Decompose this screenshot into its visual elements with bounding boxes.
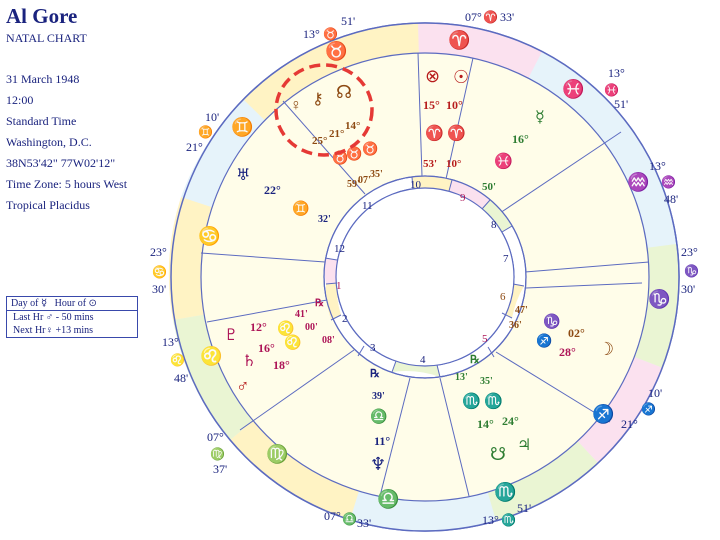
chiron-icon: ⚷ — [312, 91, 324, 108]
birth-date: 31 March 1948 — [6, 72, 80, 86]
cusp-12-minute: 10' — [205, 110, 220, 124]
last-hour-row: Last Hr ♂ - 50 mins — [13, 312, 94, 323]
retro-neptune-icon: ℞ — [370, 368, 380, 380]
house-number-6: 6 — [500, 291, 506, 303]
asc-minute: 36' — [509, 320, 522, 331]
cusp-3-minute: 37' — [213, 462, 228, 476]
aries-glyph-moon: ♈ — [425, 126, 444, 142]
pisces-icon: ♓ — [562, 79, 585, 99]
cusp-10-minute: 33' — [500, 10, 515, 24]
jupiter-icon: ♃ — [517, 437, 532, 454]
gemini-icon: ♊ — [231, 117, 254, 137]
venus-icon: ♀ — [290, 97, 302, 114]
venus-degree: 25° — [312, 135, 328, 147]
house-number-10: 10 — [410, 179, 421, 191]
time-standard: Standard Time — [6, 114, 77, 128]
house-number-11: 11 — [362, 200, 373, 212]
house-number-5: 5 — [482, 333, 488, 345]
uranus-icon: ♅ — [236, 167, 251, 184]
cusp-11-minute: 51' — [341, 14, 356, 28]
house-number-4: 4 — [420, 354, 426, 366]
birth-time: 12:00 — [6, 93, 34, 107]
cusp-10-degree: 07° — [465, 10, 482, 24]
sign-glyph-virgo-small: ♍ — [210, 447, 225, 461]
cusp-8-degree: 13° — [649, 159, 666, 173]
cusp-2-minute: 48' — [174, 371, 189, 385]
sign-glyph-leo-small: ♌ — [170, 353, 185, 367]
person-name: Al Gore — [6, 4, 78, 28]
moon2-degree: 28° — [559, 345, 576, 359]
pluto-degree: 12° — [250, 320, 267, 334]
virgo-icon: ♍ — [266, 444, 289, 464]
mercury-icon: ☿ — [535, 109, 545, 126]
gemini-glyph-uranus: ♊ — [292, 202, 310, 217]
cusp-7-minute: 30' — [681, 282, 696, 296]
cusp-9-minute: 51' — [614, 97, 629, 111]
libra-glyph-neptune: ♎ — [370, 410, 388, 425]
jupiter-degree-b: 24° — [502, 414, 519, 428]
sun-degree: 10° — [446, 98, 463, 112]
retro-pluto-icon: ℞ — [315, 298, 324, 309]
house-number-12: 12 — [334, 243, 345, 255]
sign-glyph-gemini-small: ♊ — [198, 125, 213, 139]
pisces-glyph-mercury: ♓ — [494, 154, 513, 170]
sagittarius-glyph-moon: ♐ — [536, 333, 553, 348]
neptune-icon: ♆ — [370, 454, 387, 474]
cusp-7-degree: 23° — [681, 245, 698, 259]
house-system: Tropical Placidus — [6, 198, 90, 212]
cusp-11-degree: 13° — [303, 27, 320, 41]
sign-glyph-aries-small: ♈ — [483, 10, 498, 24]
cusp-1-minute: 30' — [152, 282, 167, 296]
cusp-1-degree: 23° — [150, 245, 167, 259]
mercury-degree: 16° — [512, 132, 529, 146]
cusp-5-minute: 51' — [517, 501, 532, 515]
timezone: Time Zone: 5 hours West — [6, 177, 128, 191]
aries-glyph-sun: ♈ — [447, 126, 466, 142]
mars-degree: 18° — [273, 358, 290, 372]
retro-jupiter-icon: ℞ — [470, 354, 480, 366]
jupiter-minute: 13' — [455, 372, 468, 383]
aries-icon: ♈ — [448, 30, 471, 50]
leo-glyph-pluto: ♌ — [277, 322, 295, 337]
saturn-degree: 16° — [258, 341, 275, 355]
house-number-3: 3 — [370, 342, 376, 354]
cusp-3-degree: 07° — [207, 430, 224, 444]
cusp-6-degree: 21° — [621, 417, 638, 431]
sun-icon: ☉ — [453, 67, 470, 87]
house-number-2: 2 — [342, 313, 348, 325]
cusp-4-minute: 33' — [357, 516, 372, 530]
sign-glyph-cancer-small: ♋ — [152, 265, 167, 279]
house-number-7: 7 — [503, 253, 509, 265]
sign-glyph-scorpio-small: ♏ — [501, 513, 516, 527]
pluto-icon: ♇ — [224, 327, 239, 344]
leo-glyph-saturn: ♌ — [284, 336, 302, 351]
house-number-9: 9 — [460, 192, 466, 204]
uranus-degree: 22° — [264, 183, 281, 197]
taurus-glyph-node: ♉ — [362, 141, 379, 156]
cusp-8-minute: 48' — [664, 192, 679, 206]
chart-type: NATAL CHART — [6, 31, 87, 45]
uranus-minute: 32' — [318, 214, 331, 225]
moon-crescent-icon: ☽ — [598, 339, 615, 359]
cusp-6-minute: 10' — [648, 386, 663, 400]
venus-minute: 59' — [347, 179, 360, 190]
pluto-minute: 41' — [295, 309, 308, 320]
house-number-ring — [324, 176, 526, 378]
sign-glyph-taurus-small: ♉ — [323, 27, 338, 41]
southnode-minute: 35' — [480, 376, 493, 387]
cusp-4-degree: 07° — [324, 509, 341, 523]
house-number-8: 8 — [491, 219, 497, 231]
aquarius-icon: ♒ — [627, 172, 650, 192]
cancer-icon: ♋ — [198, 226, 221, 246]
sign-glyph-capricorn-small: ♑ — [684, 264, 699, 278]
south-node-icon: ☋ — [490, 444, 506, 464]
saturn-minute: 00' — [305, 322, 318, 333]
day-of-label: Day of ☿ — [11, 298, 48, 309]
capricorn-glyph-asc: ♑ — [543, 315, 561, 330]
asc-minute-b: 47' — [515, 305, 528, 316]
mars-icon: ♂ — [236, 376, 250, 396]
hour-of-label: Hour of ⊙ — [54, 298, 97, 309]
scorpio-icon: ♏ — [494, 482, 517, 502]
taurus-glyph-chiron: ♉ — [346, 146, 363, 161]
moon-degree: 15° — [423, 98, 440, 112]
birth-place: Washington, D.C. — [6, 135, 92, 149]
sign-glyph-aquarius-small: ♒ — [661, 175, 676, 189]
cusp-5-degree: 13° — [482, 513, 499, 527]
cusp-12-degree: 21° — [186, 140, 203, 154]
sign-glyph-sagittarius-small: ♐ — [641, 402, 656, 416]
saturn-icon: ♄ — [242, 353, 257, 370]
node-minute: 35' — [370, 169, 383, 180]
next-hour-row: Next Hr♀ +13 mins — [13, 325, 94, 336]
node-degree: 14° — [345, 120, 361, 132]
neptune-degree: 11° — [374, 434, 391, 448]
chiron-minute: 07' — [358, 175, 371, 186]
moon-box-icon: ⊗ — [425, 66, 441, 86]
mercury-minute: 50' — [482, 181, 497, 193]
mars-minute: 08' — [322, 335, 335, 346]
sign-glyph-pisces-small: ♓ — [604, 83, 619, 97]
moon-minute: 53' — [423, 158, 438, 170]
chiron-degree: 21° — [329, 128, 345, 140]
north-node-icon: ☊ — [336, 82, 352, 102]
cusp-2-degree: 13° — [162, 335, 179, 349]
scorpio-glyph-b: ♏ — [484, 394, 503, 410]
coordinates: 38N53'42" 77W02'12" — [6, 156, 116, 170]
libra-icon: ♎ — [377, 489, 400, 509]
neptune-minute: 39' — [372, 391, 385, 402]
taurus-glyph-venus: ♉ — [332, 150, 349, 165]
capricorn-icon: ♑ — [648, 289, 671, 309]
jupiter-degree-a: 14° — [477, 417, 494, 431]
scorpio-glyph-a: ♏ — [462, 394, 481, 410]
sign-glyph-libra-small: ♎ — [342, 512, 357, 526]
taurus-icon: ♉ — [325, 41, 348, 61]
cusp-9-degree: 13° — [608, 66, 625, 80]
leo-icon: ♌ — [200, 346, 223, 366]
asc-degree: 02° — [568, 326, 585, 340]
house-number-1: 1 — [336, 280, 342, 292]
sun-minute: 10° — [446, 158, 462, 170]
sagittarius-icon: ♐ — [592, 404, 615, 424]
